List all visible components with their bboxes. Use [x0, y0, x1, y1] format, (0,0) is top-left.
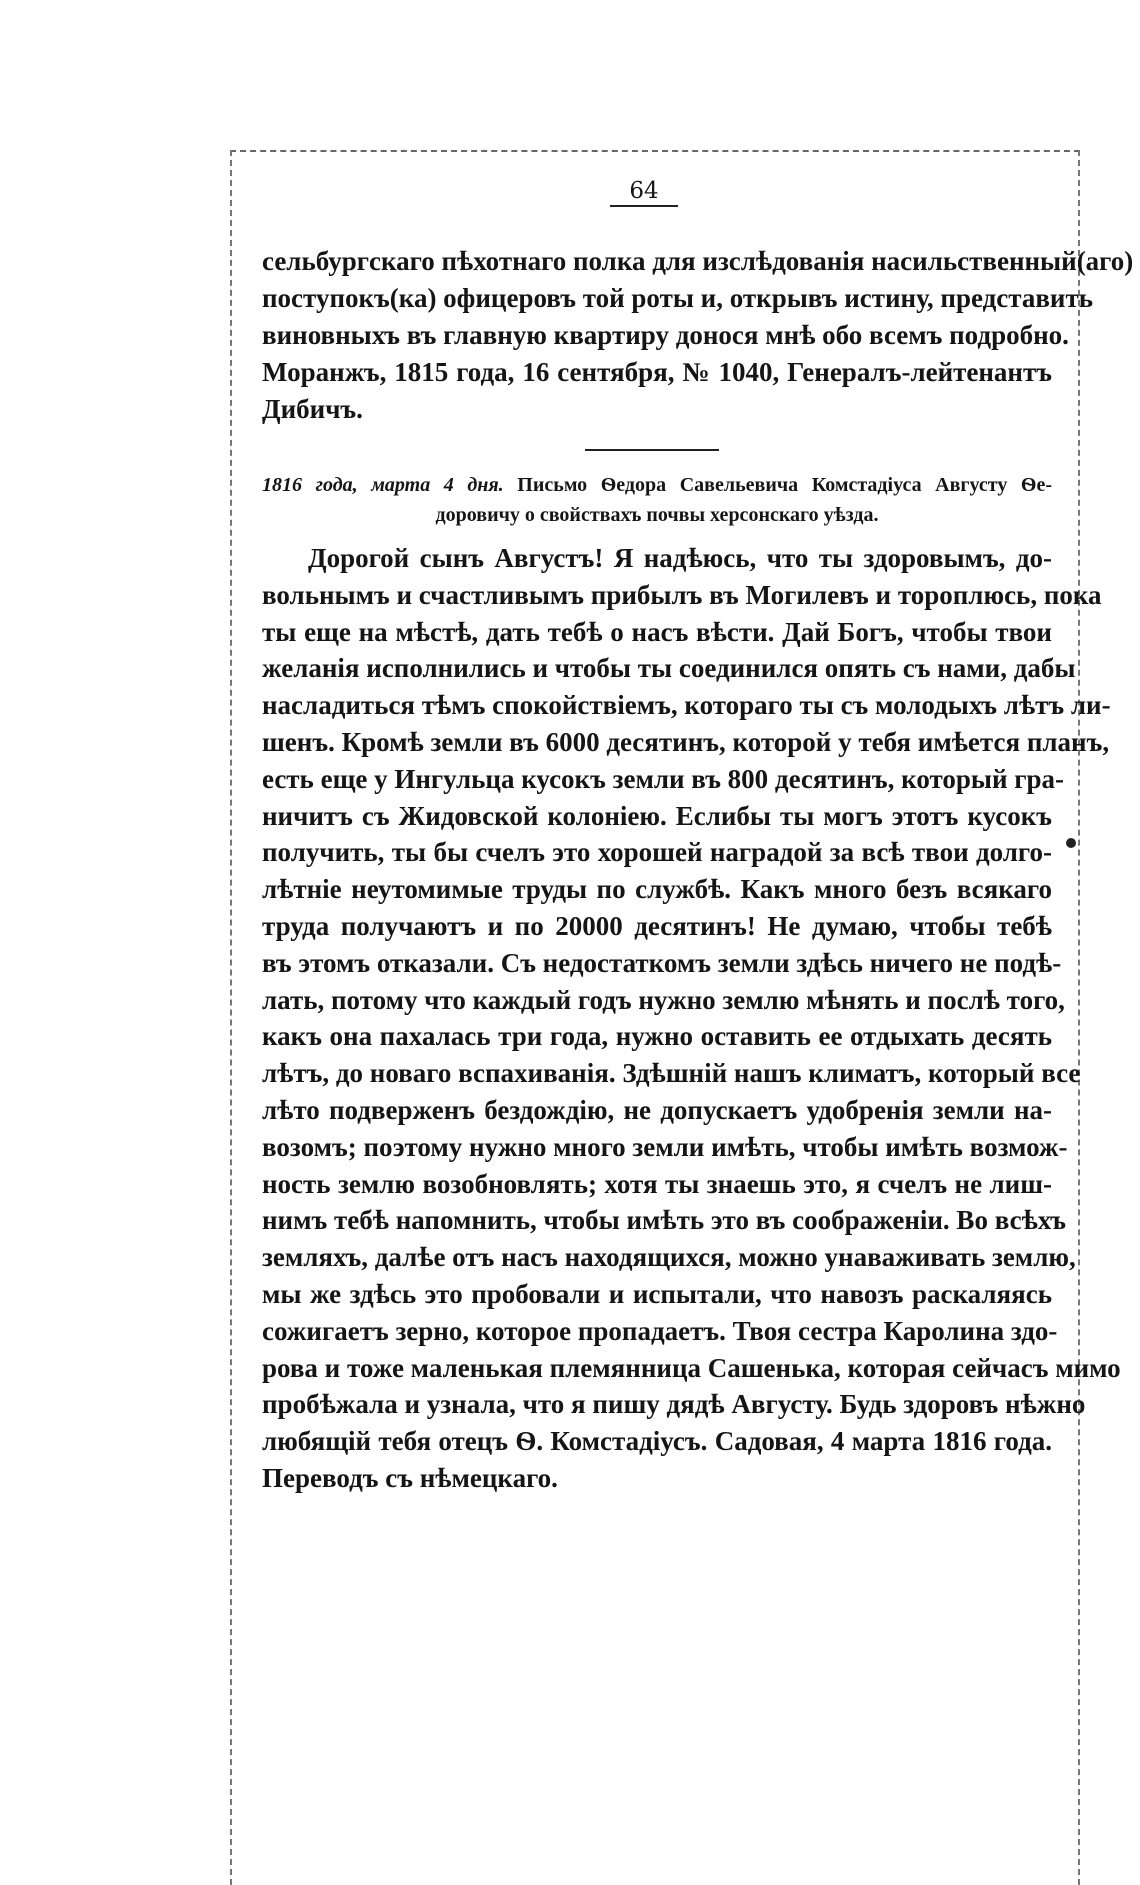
section-divider — [585, 449, 719, 451]
text-line: лѣтъ, до новаго вспахиванія. Здѣшній нашъ климатъ, который все — [262, 1058, 1081, 1089]
text-line: труда получаютъ и по 20000 десятинъ! Не думаю, чтобы тебѣ — [262, 910, 1052, 941]
page-number: 64 — [629, 178, 659, 204]
heading-line — [262, 470, 1052, 500]
text-line: въ этомъ отказали. Съ недостаткомъ земли здѣсь ничего не подѣ- — [262, 947, 1062, 978]
text-line: сельбургскаго пѣхотнаго полка для изслѣдованія насильственный(аго) — [262, 246, 1134, 276]
text-line: сожигаетъ зерно, которое пропадаетъ. Твоя сестра Каролина здо- — [262, 1315, 1058, 1346]
text-line: лѣтніе неутомимые труды по службѣ. Какъ много безъ всякаго — [262, 874, 1052, 905]
text-line: шенъ. Кромѣ земли въ 6000 десятинъ, которой у тебя имѣется планъ, — [262, 726, 1110, 757]
heading-title: Письмо Ѳедора Савельевича Комстадіуса Августу Ѳе- — [517, 474, 1052, 496]
text-line: лать, потому что каждый годъ нужно землю мѣнять и послѣ того, — [262, 984, 1065, 1015]
text-line: какъ она пахалась три года, нужно оставить ее отдыхать десять — [262, 1021, 1052, 1052]
text-line: виновныхъ въ главную квартиру донося мнѣ обо всемъ подробно. — [262, 320, 1069, 350]
continuation-paragraph — [262, 243, 1134, 428]
page-frame-top-border — [230, 150, 1080, 152]
text-line: рова и тоже маленькая племянница Сашенька, которая сейчасъ мимо — [262, 1352, 1121, 1383]
text-line: Дорогой сынъ Августъ! Я надѣюсь, что ты здоровымъ, до- — [308, 543, 1052, 573]
ink-speck — [1066, 838, 1076, 848]
text-line: нимъ тебѣ напомнить, чтобы имѣть это въ соображеніи. Во всѣхъ — [262, 1205, 1067, 1236]
document-heading — [262, 470, 1052, 530]
text-line: ничитъ съ Жидовской колоніею. Еслибы ты могъ этотъ кусокъ — [262, 800, 1052, 831]
text-line: мы же здѣсь это пробовали и испытали, что навозъ раскаляясь — [262, 1278, 1052, 1309]
text-line: вольнымъ и счастливымъ прибылъ въ Могилевъ и тороплюсь, пока — [262, 579, 1102, 610]
letter-body — [262, 540, 1121, 1497]
heading-date: 1816 года, марта 4 дня. — [262, 474, 504, 496]
text-line: Дибичъ. — [262, 394, 363, 424]
page-frame-right-border — [1078, 150, 1080, 1885]
text-line: ность землю возобновлять; хотя ты знаешь это, я счелъ не лиш- — [262, 1168, 1052, 1199]
text-line: поступокъ(ка) офицеровъ той роты и, открывъ истину, представить — [262, 283, 1094, 313]
heading-line: доровичу о свойствахъ почвы херсонскаго уѣзда. — [435, 504, 879, 526]
text-line: лѣто подверженъ бездождію, не допускаетъ удобренія земли на- — [262, 1094, 1052, 1125]
text-line: любящій тебя отецъ Ѳ. Комстадіусъ. Садовая, 4 марта 1816 года. — [262, 1426, 1052, 1457]
text-line: насладиться тѣмъ спокойствіемъ, котораго ты съ молодыхъ лѣтъ ли- — [262, 690, 1111, 721]
text-line: Моранжъ, 1815 года, 16 сентября, № 1040, Генералъ-лейтенантъ — [262, 357, 1052, 387]
page-number-underline — [610, 205, 678, 207]
text-line: получить, ты бы счелъ это хорошей наградой за всѣ твои долго- — [262, 837, 1052, 868]
text-line: есть еще у Ингульца кусокъ земли въ 800 десятинъ, который гра- — [262, 763, 1065, 794]
text-line: Переводъ съ нѣмецкаго. — [262, 1462, 558, 1493]
text-line: возомъ; поэтому нужно много земли имѣть, чтобы имѣть возмож- — [262, 1131, 1068, 1162]
text-line: земляхъ, далѣе отъ насъ находящихся, можно унаваживать землю, — [262, 1242, 1076, 1273]
text-line: желанія исполнились и чтобы ты соединился опять съ нами, дабы — [262, 653, 1076, 684]
page-frame-left-border — [230, 150, 232, 1885]
text-line: пробѣжала и узнала, что я пишу дядѣ Августу. Будь здоровъ нѣжно — [262, 1389, 1086, 1420]
text-line: ты еще на мѣстѣ, дать тебѣ о насъ вѣсти. Дай Богъ, чтобы твои — [262, 616, 1052, 647]
